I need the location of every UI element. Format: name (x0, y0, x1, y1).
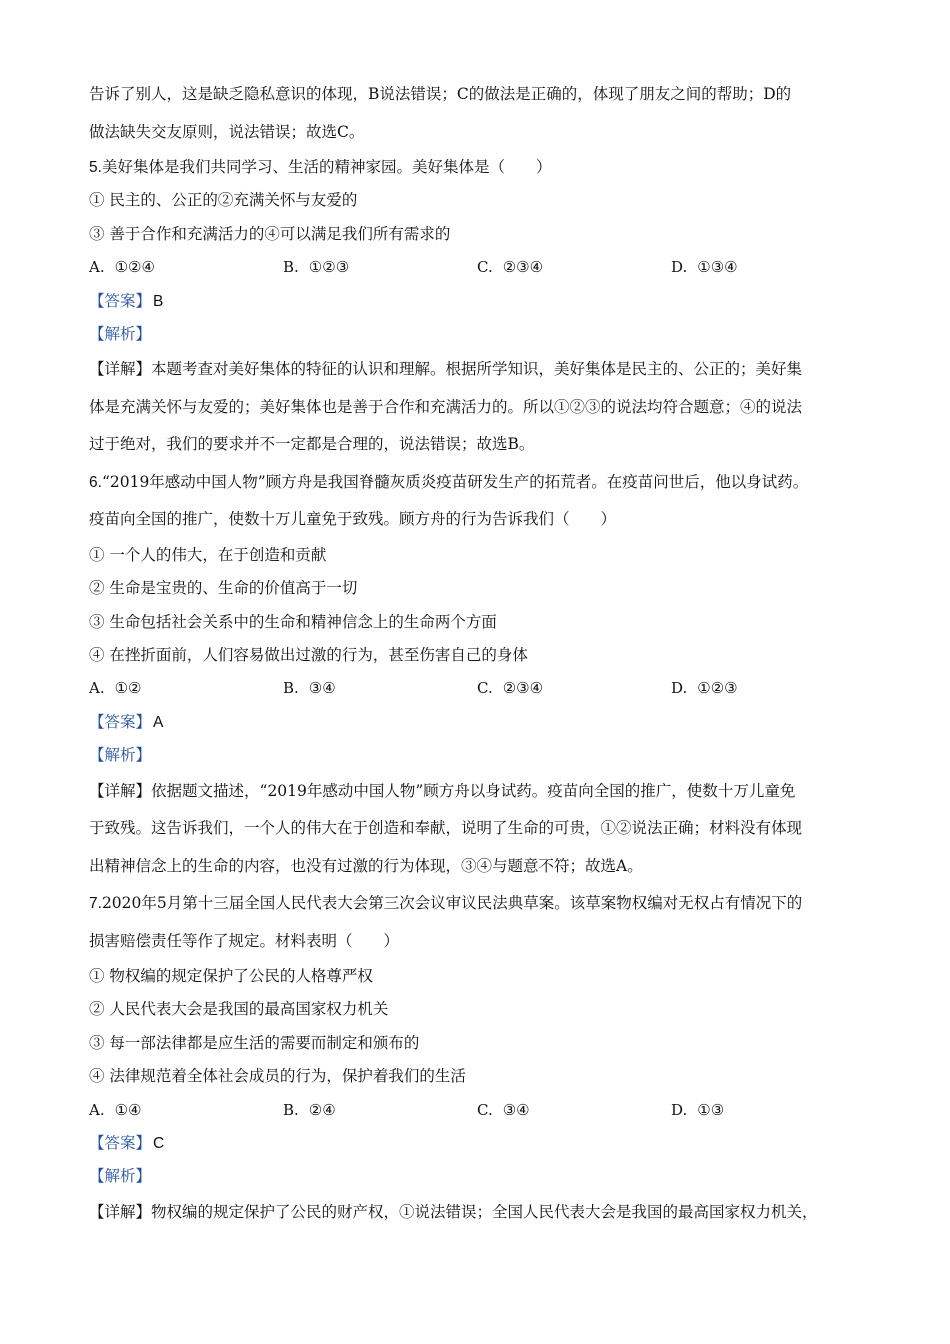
option-a: A. ①④ (89, 1100, 142, 1119)
question-6-stem-cont: 疫苗向全国的推广，使数十万儿童免于致残。顾方舟的行为告诉我们（ ） (89, 510, 617, 529)
statement: ① 物权编的规定保护了公民的人格尊严权 (89, 967, 373, 986)
statement: ② 人民代表大会是我国的最高国家权力机关 (89, 1000, 389, 1019)
option-d: D. ①③ (671, 1100, 725, 1119)
statement: ③ 每一部法律都是应生活的需要而制定和颁布的 (89, 1033, 420, 1052)
option-a: A. ①② (89, 679, 142, 698)
analysis-tag: 【解析】 (89, 324, 152, 343)
statement: ③ 生命包括社会关系中的生命和精神信念上的生命两个方面 (89, 612, 497, 631)
detail-tag: 【详解】 (89, 1202, 152, 1221)
detail-tag: 【详解】 (89, 781, 152, 800)
statement: ③ 善于合作和充满活力的④可以满足我们所有需求的 (89, 224, 451, 243)
answer-value: C (153, 1135, 165, 1153)
option-c: C. ②③④ (477, 679, 544, 698)
intro-line: 做法缺失交友原则，说法错误；故选C。 (89, 122, 365, 141)
statement: ④ 在挫折面前，人们容易做出过激的行为，甚至伤害自己的身体 (89, 646, 528, 665)
statement: ① 一个人的伟大，在于创造和贡献 (89, 545, 327, 564)
question-6-stem: 6.“2019年感动中国人物”顾方舟是我国脊髓灰质炎疫苗研发生产的拓荒者。在疫苗问世后，他以身试药。 (89, 472, 809, 491)
option-d: D. ①②③ (671, 679, 738, 698)
answer-line (89, 706, 879, 739)
question-7-stem: 7.2020年5月第十三届全国人民代表大会第三次会议审议民法典草案。该草案物权编对无权占有情况下的 (89, 894, 803, 913)
answer-value: A (153, 713, 164, 731)
option-b: B. ①②③ (283, 258, 350, 277)
option-b: B. ③④ (283, 679, 336, 698)
question-number: 5. (89, 159, 102, 176)
detail-line: 【详解】物权编的规定保护了公民的财产权，①说法错误；全国人民代表大会是我国的最高国家权力机关， (89, 1202, 818, 1221)
analysis-line (89, 739, 879, 772)
statement: ① 民主的、公正的②充满关怀与友爱的 (89, 191, 358, 210)
question-7-stem-cont: 损害赔偿责任等作了规定。材料表明（ ） (89, 931, 400, 950)
analysis-tag: 【解析】 (89, 746, 152, 765)
option-d: D. ①③④ (671, 258, 738, 277)
question-number: 7. (89, 895, 102, 913)
answer-tag: 【答案】 (89, 291, 152, 310)
question-5-stem: 5.美好集体是我们共同学习、生活的精神家园。美好集体是（ ） (89, 158, 552, 176)
detail-line: 【详解】依据题文描述，“2019年感动中国人物”顾方舟以身试药。疫苗向全国的推广，使数十万儿童免 (89, 781, 796, 800)
question-7-options (89, 1094, 879, 1127)
intro-line: 告诉了别人，这是缺乏隐私意识的体现，B说法错误；C的做法是正确的，体现了朋友之间的帮助；D的 (89, 85, 792, 103)
analysis-tag: 【解析】 (89, 1167, 152, 1186)
answer-line (89, 285, 879, 318)
option-b: B. ②④ (283, 1100, 336, 1119)
answer-value: B (153, 292, 164, 310)
option-c: C. ②③④ (477, 258, 544, 277)
option-a: A. ①②④ (89, 258, 155, 277)
detail-line: 【详解】本题考查对美好集体的特征的认识和理解。根据所学知识，美好集体是民主的、公正的；美好集 (89, 360, 803, 379)
document-page (89, 76, 879, 1231)
statement: ② 生命是宝贵的、生命的价值高于一切 (89, 579, 358, 598)
option-c: C. ③④ (477, 1100, 530, 1119)
detail-line: 出精神信念上的生命的内容，也没有过激的行为体现，③④与题意不符；故选A。 (89, 856, 643, 875)
answer-line (89, 1127, 879, 1160)
detail-tag: 【详解】 (89, 360, 152, 379)
statement: ④ 法律规范着全体社会成员的行为，保护着我们的生活 (89, 1067, 466, 1086)
question-number: 6. (89, 473, 102, 491)
question-6-options (89, 672, 879, 705)
answer-tag: 【答案】 (89, 1134, 152, 1153)
detail-line: 体是充满关怀与友爱的；美好集体也是善于合作和充满活力的。所以①②③的说法均符合题意；④的说法 (89, 397, 803, 416)
answer-tag: 【答案】 (89, 712, 152, 731)
question-5-options (89, 251, 879, 284)
detail-line: 过于绝对，我们的要求并不一定都是合理的，说法错误；故选B。 (89, 435, 535, 454)
analysis-line (89, 1160, 879, 1193)
detail-line: 于致残。这告诉我们，一个人的伟大在于创造和奉献，说明了生命的可贵，①②说法正确；材料没有体现 (89, 819, 803, 838)
analysis-line (89, 318, 879, 351)
